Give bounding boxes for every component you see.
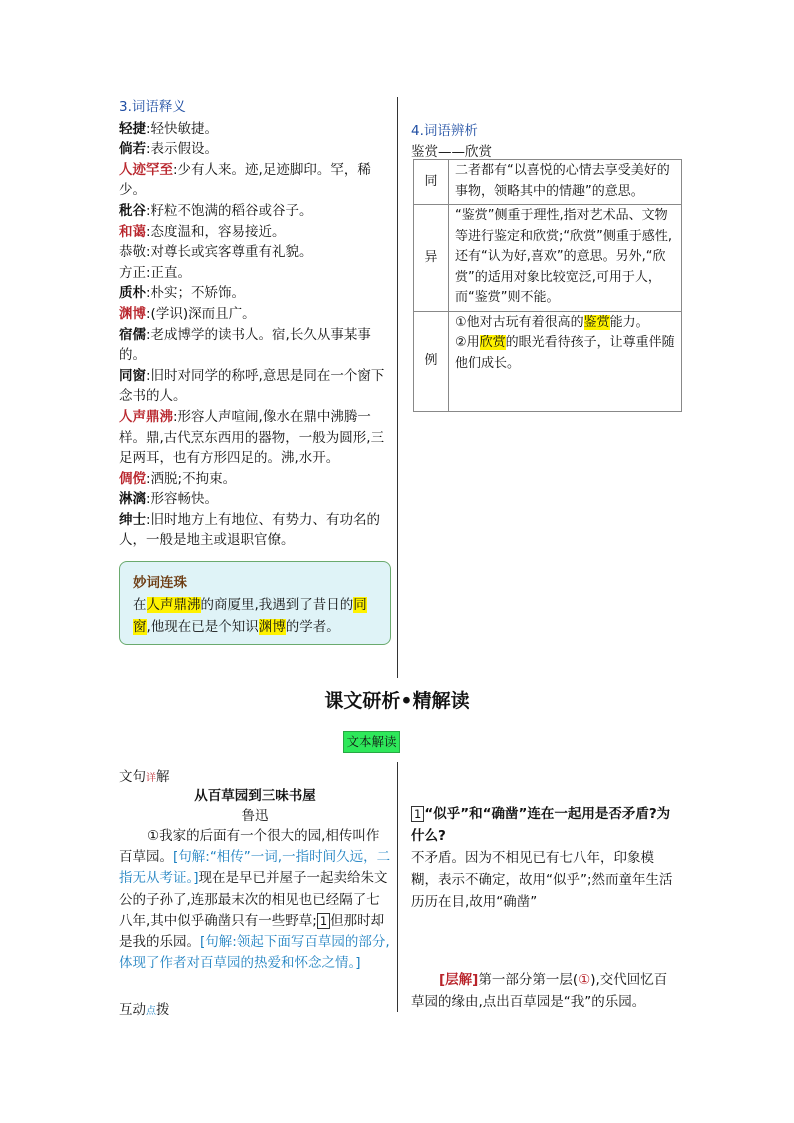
- word-combo-box: [119, 561, 391, 645]
- vocab-term: 秕谷: [119, 202, 146, 219]
- example-1: [455, 313, 677, 334]
- highlight-word: 渊博: [258, 619, 286, 635]
- vocab-definition: :洒脱;不拘束。: [146, 470, 237, 487]
- vocab-entry: [119, 304, 391, 325]
- row-text-diff: “鉴赏”侧重于理性,指对艺术品、文物等进行鉴定和欣赏;“欣赏”侧重于感性,还有“认为好,喜欢”的意思。另外,“欣赏”的适用对象比较宽泛,可用于人，而“鉴赏”则不能。: [449, 205, 682, 312]
- example-text: ②用: [455, 335, 480, 350]
- discrimination-table: [413, 159, 682, 412]
- layer-circled-number: ①: [578, 972, 591, 988]
- vocab-term: 绅士: [119, 511, 146, 528]
- vocab-term: 倘若: [119, 141, 146, 158]
- combo-text: 的商厦里,我遇到了昔日的: [200, 597, 354, 613]
- vocab-definition: :朴实；不矫饰。: [146, 285, 246, 302]
- highlight-word: 同窗: [133, 597, 367, 635]
- sentence-explain-label: [119, 765, 170, 785]
- discrimination-word-pair: 鉴赏——欣赏: [411, 144, 492, 160]
- row-label-diff: 异: [414, 205, 449, 312]
- label-text: 互动: [119, 1002, 146, 1018]
- combo-text: ,他现在已是个知识: [146, 619, 259, 635]
- label-text: 解: [156, 769, 170, 785]
- body-text: 但那时却是我的乐园。: [119, 912, 385, 951]
- vocab-definition: :表示假设。: [146, 141, 219, 158]
- vocab-section: [119, 97, 391, 551]
- vocab-entry: [119, 139, 391, 160]
- vocab-definition: :形容畅快。: [146, 491, 219, 508]
- question-answer: [411, 803, 679, 913]
- answer: 不矛盾。因为不相见已有七八年，印象模糊，表示不确定，故用“似乎”;然而童年生活历历在目,故用“确凿”: [411, 850, 673, 910]
- vocab-term: 同窗: [119, 367, 146, 384]
- vocab-term: 淋漓: [119, 491, 146, 508]
- vocab-entry: [119, 201, 391, 222]
- example-text: 能力。: [609, 314, 649, 330]
- vocab-entry: [119, 222, 391, 243]
- vocab-entry: [119, 366, 391, 407]
- vocab-definition: :旧时地方上有地位、有势力、有功名的人，一般是地主或退职官僚。: [119, 511, 381, 549]
- sentence-note: [句解:“相传”一词,一指时间久远，二指无从考证。]: [119, 849, 391, 887]
- example-text: ①他对古玩有着很高的: [455, 314, 584, 330]
- interaction-label: [119, 998, 170, 1018]
- table-row: [414, 205, 682, 312]
- vocab-term: 人声鼎沸: [119, 408, 173, 425]
- top-column-divider: [397, 97, 398, 678]
- text-title: 从百草园到三味书屋: [194, 788, 316, 804]
- vocab-definition: :态度温和，容易接近。: [146, 223, 286, 240]
- question-text: “似乎”和“确凿”连在一起用是否矛盾?为什么?: [411, 806, 671, 844]
- vocab-term: 和蔼: [119, 223, 146, 240]
- row-label-same: 同: [414, 160, 449, 205]
- vocab-entry: [119, 283, 391, 304]
- question: [411, 803, 679, 847]
- vocab-term: 质朴: [119, 285, 146, 302]
- layer-tag: [层解]: [439, 972, 479, 988]
- label-text: 文句: [119, 769, 146, 785]
- vocab-term: 人迹罕至: [119, 161, 173, 178]
- discrimination-title: 4.词语辨析: [411, 123, 478, 139]
- example-text: 的眼光看待孩子，让尊重伴随他们成长。: [455, 335, 675, 371]
- vocab-entry: [119, 325, 391, 366]
- word-combo-sentence: [133, 594, 378, 638]
- vocab-definition: :形容人声喧闹,像水在鼎中沸腾一样。鼎,古代烹东西用的器物，一般为圆形,三足两耳，也有方形四足的。沸,水开。: [119, 408, 385, 467]
- word-combo-title: 妙词连珠: [133, 575, 187, 591]
- vocab-definition: 恭敬:对尊长或宾客尊重有礼貌。: [119, 244, 313, 261]
- vocab-definition: :籽粒不饱满的稻谷或谷子。: [146, 202, 313, 219]
- row-label-example: 例: [414, 311, 449, 411]
- vocab-entry: [119, 160, 391, 201]
- vocab-term: 宿儒: [119, 326, 146, 343]
- example-2: [455, 333, 677, 374]
- table-row: [414, 311, 682, 411]
- combo-text: 在: [133, 597, 147, 613]
- highlight-word: 鉴赏: [583, 314, 610, 330]
- vocab-entry: [119, 242, 391, 263]
- vocab-definition: :旧时对同学的称呼,意思是同在一个窗下念书的人。: [119, 367, 385, 405]
- layer-text: ),交代回忆百草园的缘由,点出百草园是“我”的乐园。: [411, 972, 668, 1010]
- vocab-entry: [119, 119, 391, 140]
- vocab-definition: :轻快敏捷。: [146, 120, 219, 137]
- vocab-definition: 方正:正直。: [119, 264, 192, 281]
- vocab-term: 轻捷: [119, 120, 146, 137]
- section-title: 课文研析•精解读: [324, 690, 470, 712]
- row-text-same: 二者都有“以喜悦的心情去享受美好的事物，领略其中的情趣”的意思。: [449, 160, 682, 205]
- highlight-word: 欣赏: [479, 335, 506, 350]
- sentence-note: [句解:领起下面写百草园的部分,体现了作者对百草园的热爱和怀念之情。]: [119, 934, 390, 972]
- text-author: 鲁迅: [241, 808, 269, 824]
- vocab-definition: :少有人来。迹,足迹脚印。罕，稀少。: [119, 161, 371, 199]
- vocab-entry: [119, 510, 391, 551]
- vocab-list: [119, 119, 391, 551]
- vocab-entry: [119, 407, 391, 469]
- vocab-entry: [119, 263, 391, 284]
- label-mark: 点: [146, 1006, 156, 1017]
- vocab-term: 倜傥: [119, 470, 146, 487]
- text-reading-tag: 文本解读: [343, 731, 400, 753]
- table-row: [414, 160, 682, 205]
- vocab-definition: :(学识)深而且广。: [146, 305, 256, 322]
- layer-explanation: [411, 969, 679, 1013]
- question-marker: 1: [317, 913, 330, 929]
- label-mark: 详: [146, 773, 156, 784]
- highlight-word: 人声鼎沸: [146, 597, 201, 613]
- row-text-example: [449, 311, 682, 411]
- vocab-entry: [119, 489, 391, 510]
- vocab-section-title: 3.词语释义: [119, 99, 186, 115]
- combo-text: 的学者。: [285, 619, 340, 635]
- label-text: 拨: [156, 1002, 170, 1018]
- vocab-entry: [119, 469, 391, 490]
- body-text: ①我家的后面有一个很大的园,相传叫作百草园。: [119, 828, 380, 866]
- text-paragraph: [119, 826, 391, 974]
- question-number: 1: [411, 806, 424, 822]
- body-text: 现在是早已并屋子一起卖给朱文公的子孙了,连那最末次的相见也已经隔了七八年,其中似乎确凿只有一些野草;: [119, 870, 388, 929]
- bottom-column-divider: [397, 762, 398, 1012]
- vocab-definition: :老成博学的读书人。宿,长久从事某事的。: [119, 326, 371, 364]
- vocab-term: 渊博: [119, 305, 146, 322]
- layer-text: 第一部分第一层(: [478, 972, 579, 988]
